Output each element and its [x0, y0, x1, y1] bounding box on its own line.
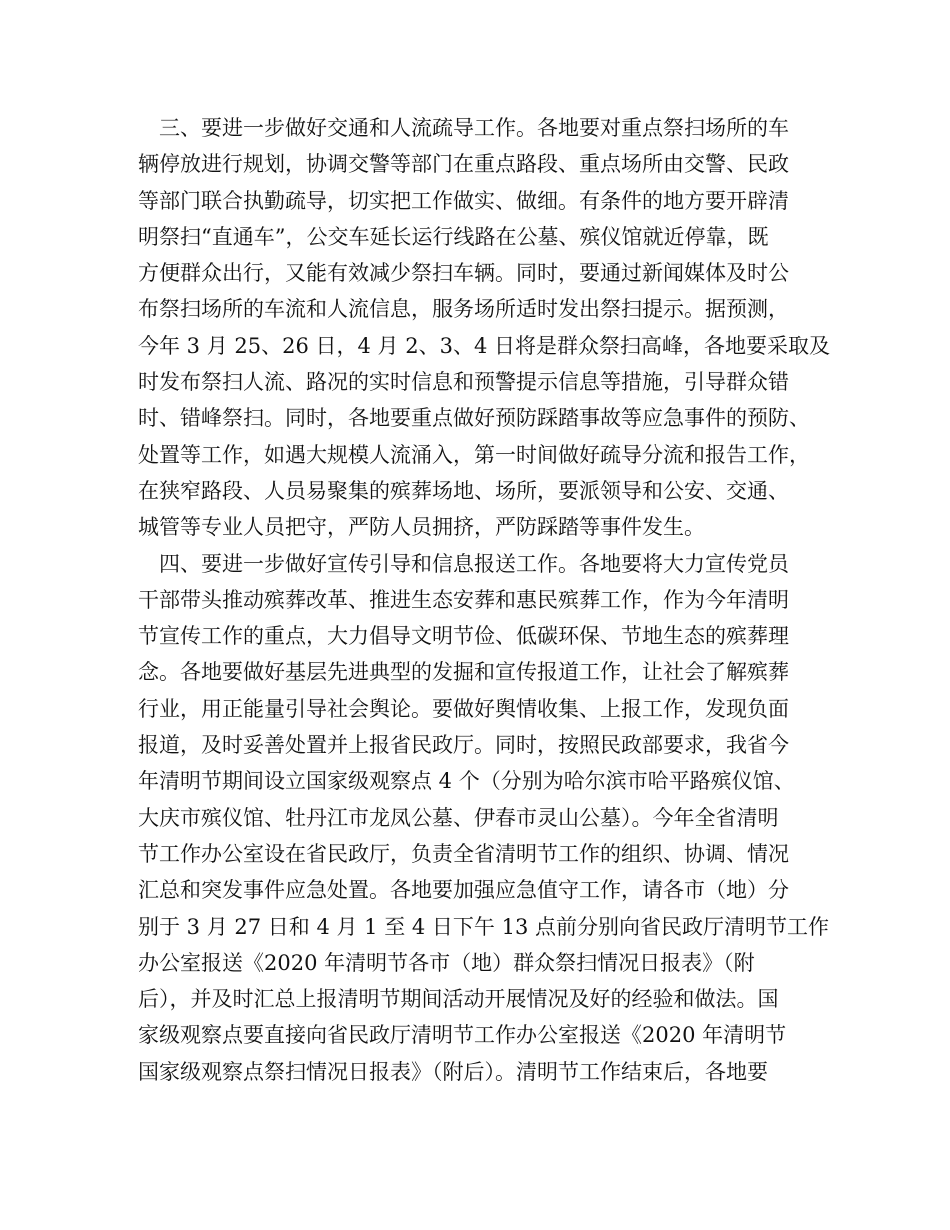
- text-line: 明祭扫“直通车”，公交车延长运行线路在公墓、殡仪馆就近停靠，既: [138, 224, 769, 249]
- text-line: 等部门联合执勤疏导，切实把工作做实、做细。有条件的地方要开辟清: [138, 188, 789, 213]
- text-line: 辆停放进行规划，协调交警等部门在重点路段、重点场所由交警、民政: [138, 152, 789, 177]
- text-line: 办公室报送《2020 年清明节各市（地）群众祭扫情况日报表》（附: [138, 950, 755, 975]
- text-line: 念。各地要做好基层先进典型的发掘和宣传报道工作，让社会了解殡葬: [138, 660, 789, 685]
- paragraph-traffic-guidance: [138, 110, 838, 546]
- text-line: 处置等工作，如遇大规模人流涌入，第一时间做好疏导分流和报告工作，: [138, 442, 810, 467]
- text-line: 三、要进一步做好交通和人流疏导工作。各地要对重点祭扫场所的车: [138, 116, 789, 140]
- text-line: 节工作办公室设在省民政厅，负责全省清明节工作的组织、协调、情况: [138, 841, 789, 866]
- text-line: 时、错峰祭扫。同时，各地要重点做好预防踩踏事故等应急事件的预防、: [138, 406, 810, 431]
- document-body: [138, 110, 838, 1090]
- text-line: 大庆市殡仪馆、牡丹江市龙凤公墓、伊春市灵山公墓）。今年全省清明: [138, 805, 779, 830]
- text-line: 四、要进一步做好宣传引导和信息报送工作。各地要将大力宣传党员: [138, 551, 789, 576]
- text-line: 年清明节期间设立国家级观察点 4 个（分别为哈尔滨市哈平路殡仪馆、: [138, 769, 795, 794]
- text-line: 今年 3 月 25、26 日，4 月 2、3、4 日将是群众祭扫高峰，各地要采取及: [138, 333, 830, 358]
- text-line: 家级观察点要直接向省民政厅清明节工作办公室报送《2020 年清明节: [138, 1023, 787, 1048]
- text-line: 在狭窄路段、人员易聚集的殡葬场地、场所，要派领导和公安、交通、: [138, 478, 789, 503]
- text-line: 时发布祭扫人流、路况的实时信息和预警提示信息等措施，引导群众错: [138, 370, 789, 395]
- text-line: 别于 3 月 27 日和 4 月 1 至 4 日下午 13 点前分别向省民政厅清明节工作: [138, 914, 829, 939]
- text-line: 节宣传工作的重点，大力倡导文明节俭、低碳环保、节地生态的殡葬理: [138, 624, 789, 649]
- text-line: 干部带头推动殡葬改革、推进生态安葬和惠民殡葬工作，作为今年清明: [138, 587, 789, 612]
- text-line: 布祭扫场所的车流和人流信息，服务场所适时发出祭扫提示。据预测，: [138, 297, 789, 322]
- text-line: 城管等专业人员把守，严防人员拥挤，严防踩踏等事件发生。: [138, 515, 705, 540]
- text-line: 报道，及时妥善处置并上报省民政厅。同时，按照民政部要求，我省今: [138, 733, 789, 758]
- text-line: 后），并及时汇总上报清明节期间活动开展情况及好的经验和做法。国: [138, 987, 779, 1012]
- text-line: 方便群众出行，又能有效减少祭扫车辆。同时，要通过新闻媒体及时公: [138, 261, 789, 286]
- paragraph-publicity-reporting: [138, 546, 838, 1090]
- text-line: 国家级观察点祭扫情况日报表》（附后）。清明节工作结束后，各地要: [138, 1059, 768, 1084]
- text-line: 汇总和突发事件应急处置。各地要加强应急值守工作，请各市（地）分: [138, 878, 789, 903]
- text-line: 行业，用正能量引导社会舆论。要做好舆情收集、上报工作，发现负面: [138, 696, 789, 721]
